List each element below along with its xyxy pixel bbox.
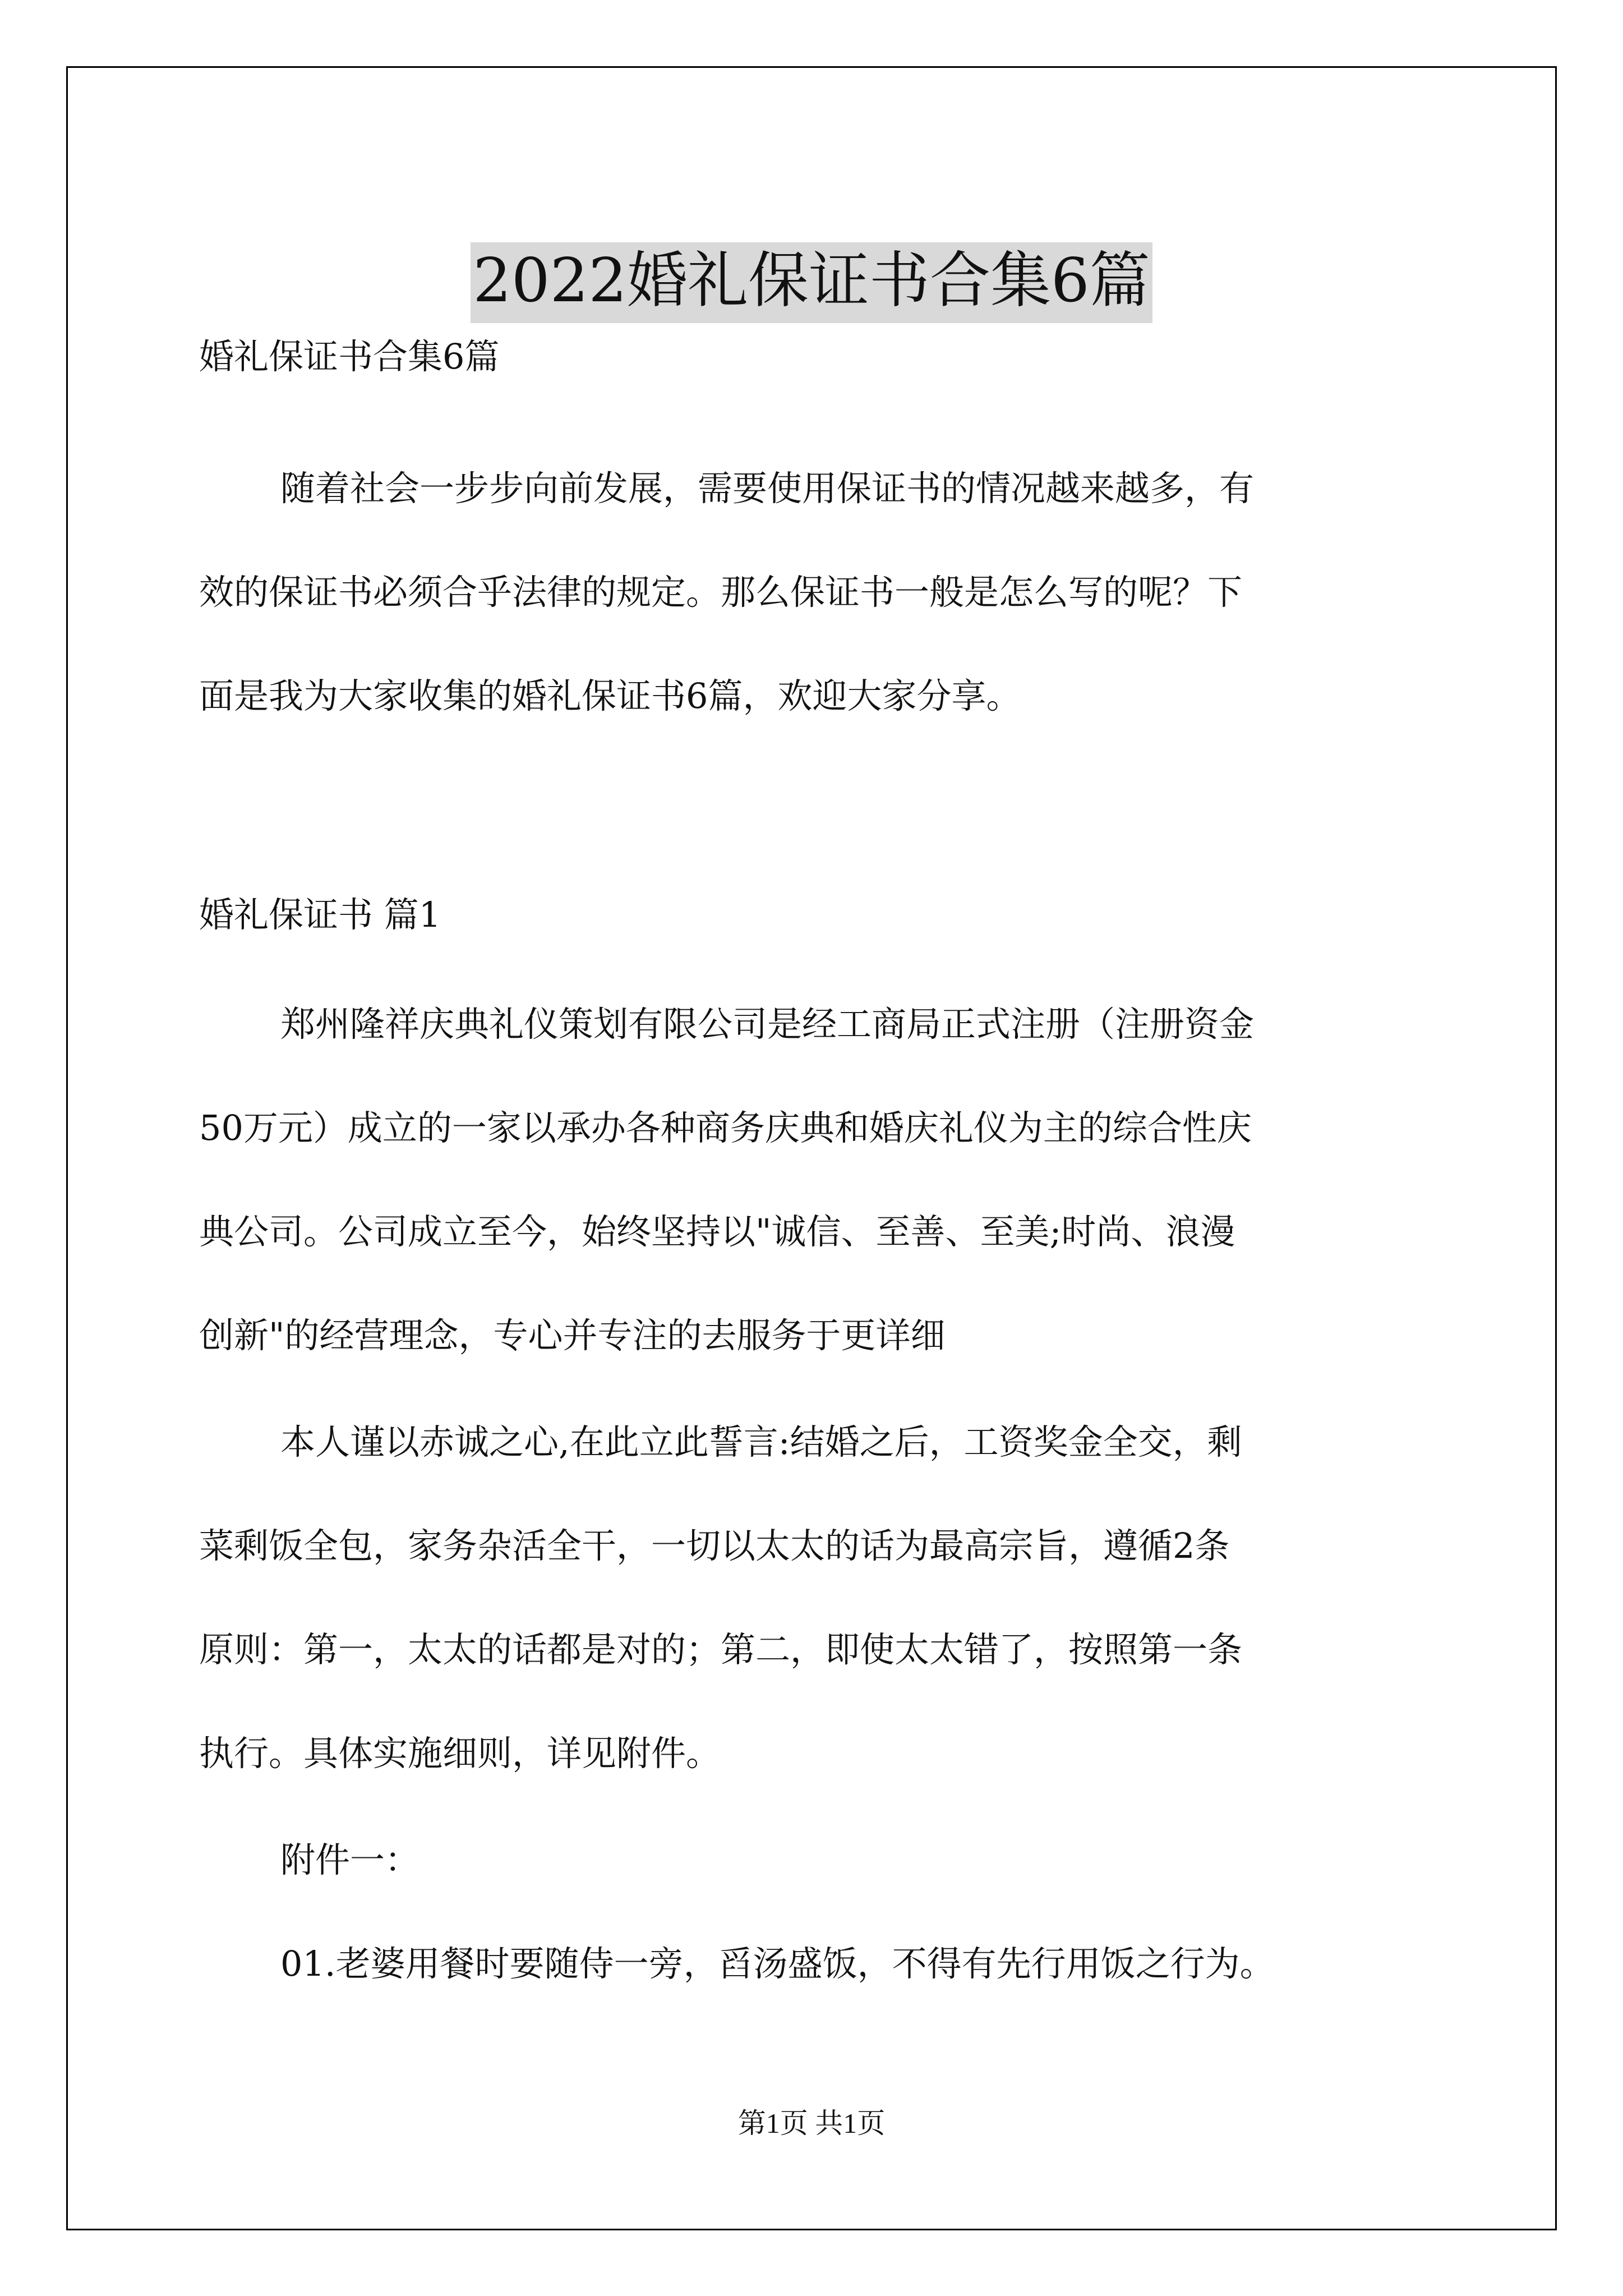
document-title: 2022婚礼保证书合集6篇: [471, 242, 1152, 323]
vow-line-1: 本人谨以赤诚之心,在此立此誓言:结婚之后，工资奖金全交，剩: [280, 1421, 1242, 1462]
intro-line-1: 随着社会一步步向前发展，需要使用保证书的情况越来越多，有: [280, 468, 1255, 509]
intro-line-2: 效的保证书必须合乎法律的规定。那么保证书一般是怎么写的呢？下: [199, 572, 1243, 613]
company-line-1: 郑州隆祥庆典礼仪策划有限公司是经工商局正式注册（注册资金: [280, 1004, 1255, 1045]
page-footer: 第1页 共1页: [737, 2108, 886, 2139]
vow-line-3: 原则：第一，太太的话都是对的；第二，即使太太错了，按照第一条: [199, 1629, 1243, 1670]
section-heading: 婚礼保证书 篇1: [199, 894, 441, 935]
attachment-label: 附件一：: [280, 1839, 420, 1880]
company-line-3: 典公司。公司成立至今，始终坚持以"诚信、至善、至美;时尚、浪漫: [199, 1211, 1235, 1252]
intro-line-3: 面是我为大家收集的婚礼保证书6篇，欢迎大家分享。: [199, 675, 1021, 716]
subtitle: 婚礼保证书合集6篇: [199, 336, 500, 377]
company-line-2: 50万元）成立的一家以承办各种商务庆典和婚庆礼仪为主的综合性庆: [199, 1107, 1252, 1148]
company-line-4: 创新"的经营理念，专心并专注的去服务于更详细: [199, 1315, 946, 1356]
rule-01: 01.老婆用餐时要随侍一旁，舀汤盛饭，不得有先行用饭之行为。: [280, 1943, 1275, 1984]
vow-line-2: 菜剩饭全包，家务杂活全干，一切以太太的话为最高宗旨，遵循2条: [199, 1525, 1230, 1566]
vow-line-4: 执行。具体实施细则，详见附件。: [199, 1733, 721, 1774]
